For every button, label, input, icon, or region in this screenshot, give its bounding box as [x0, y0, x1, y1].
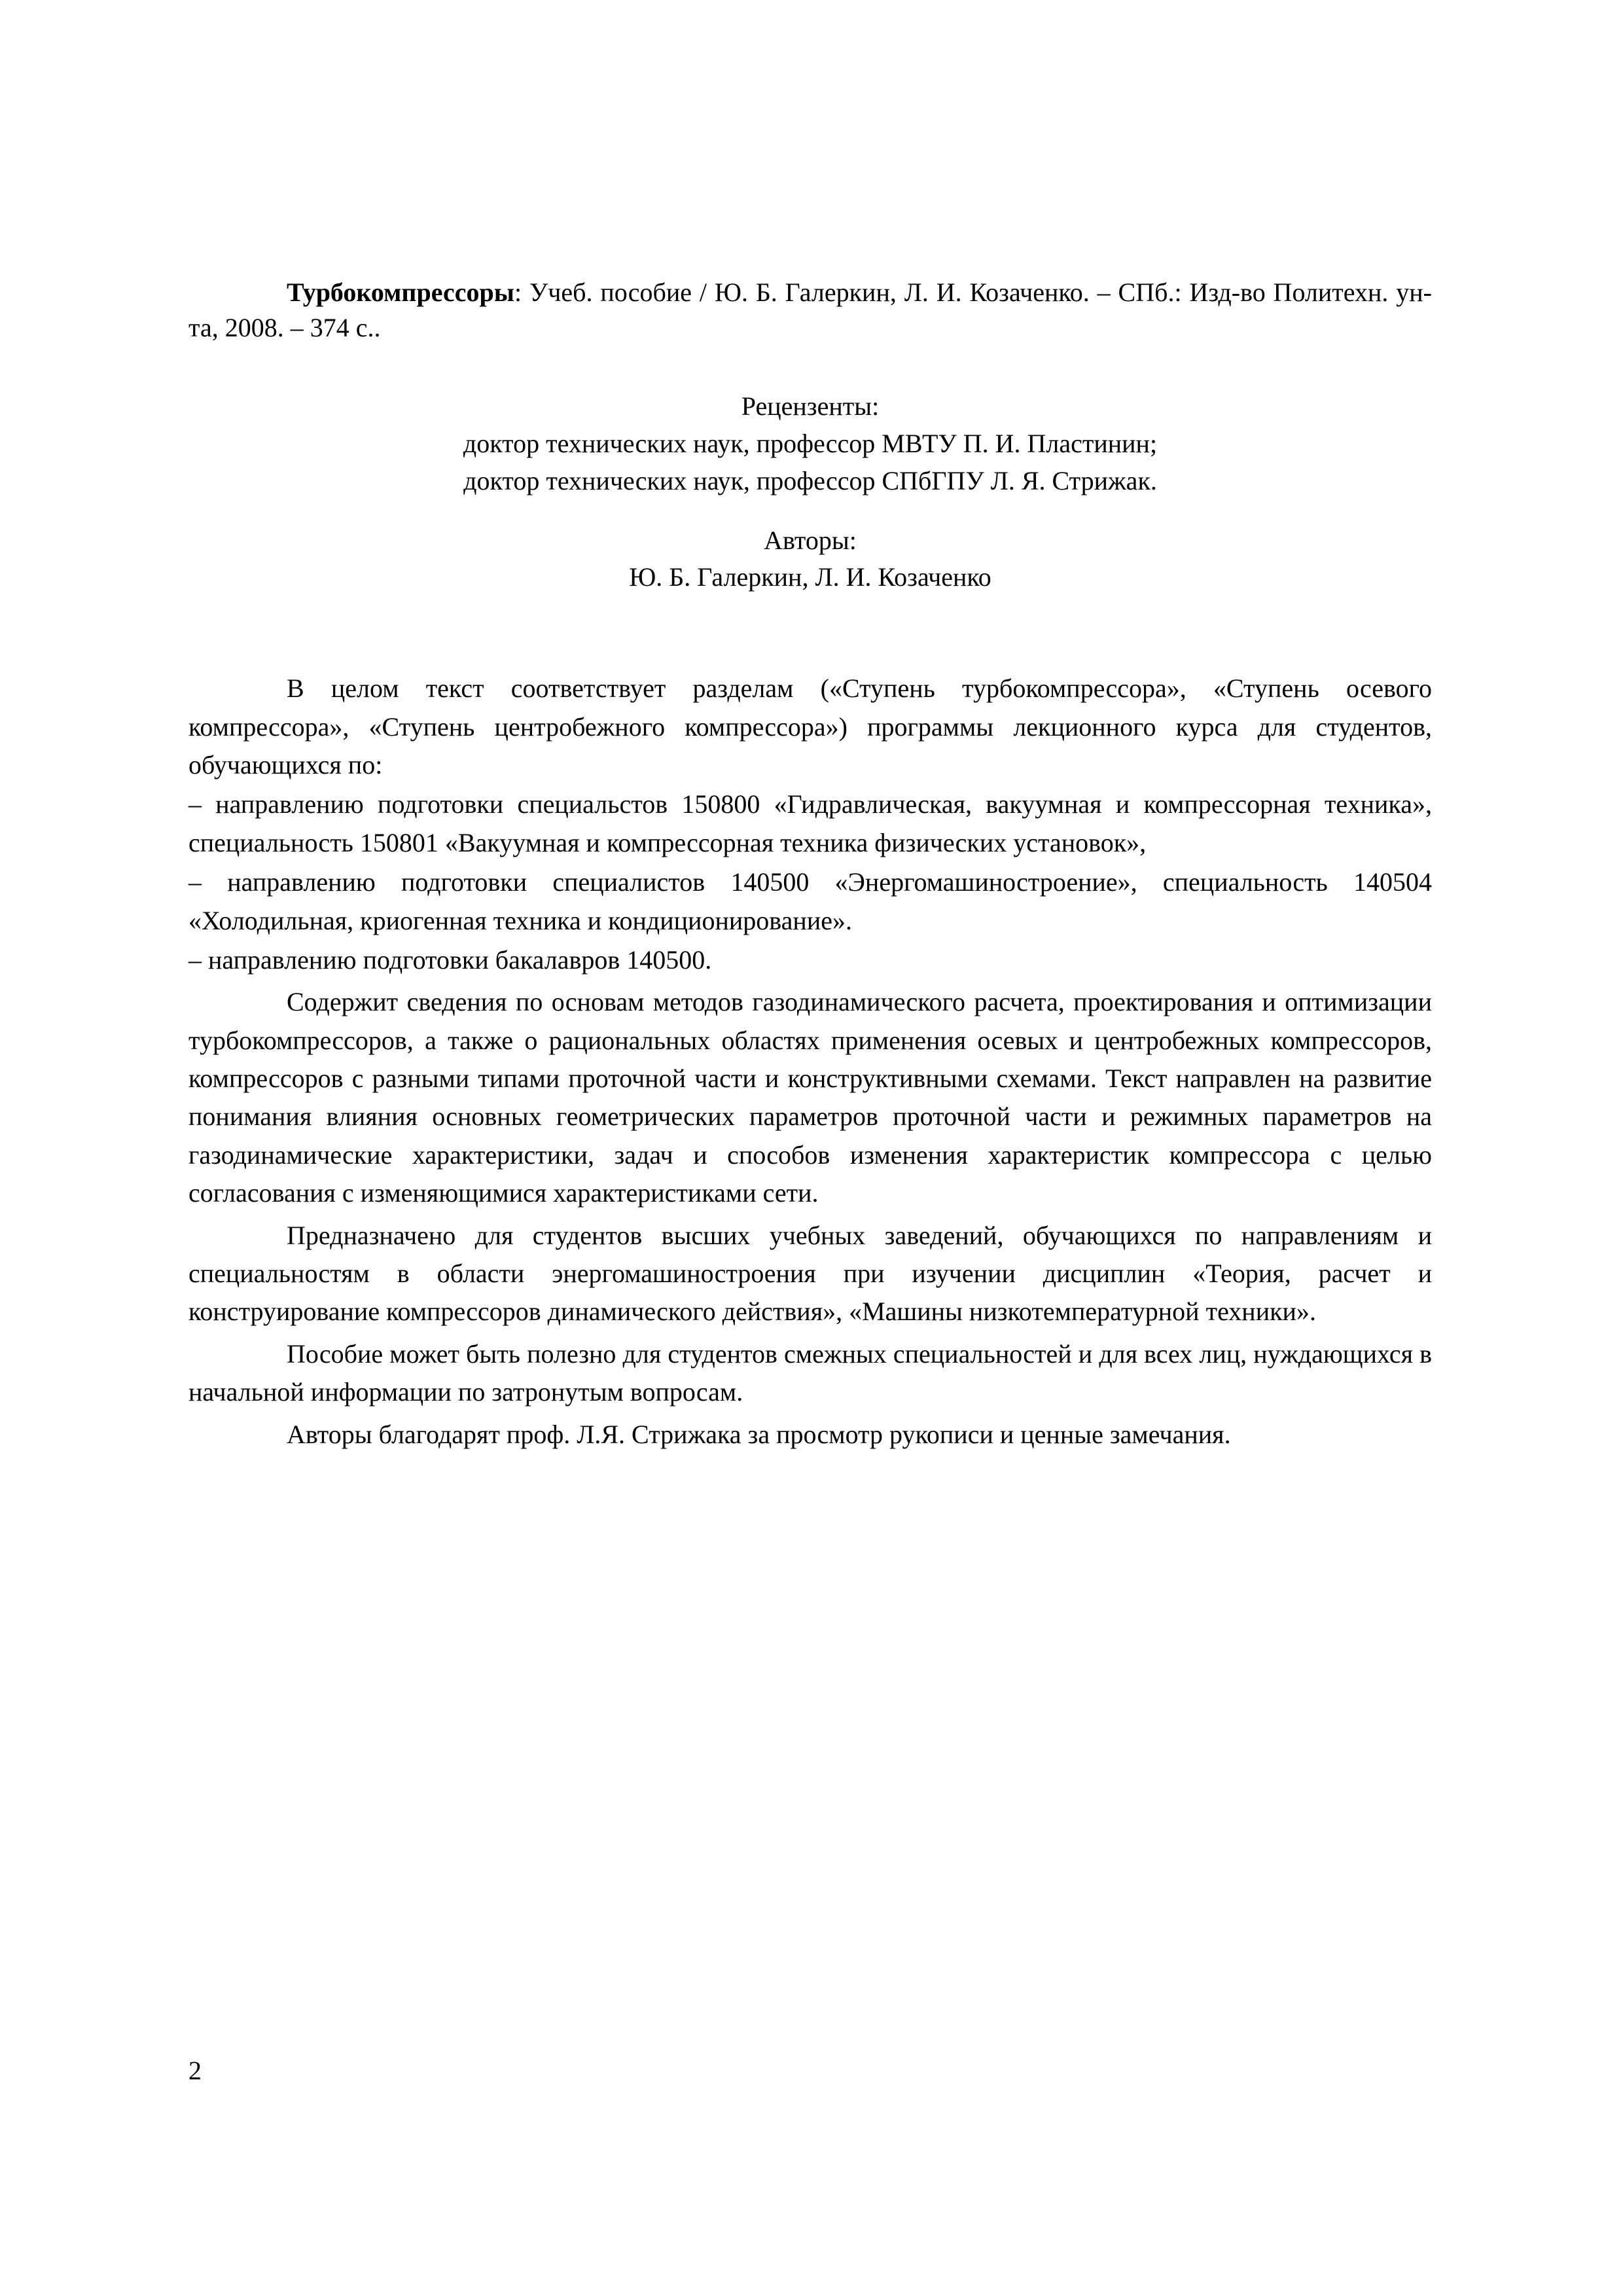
- paragraph: – направлению подготовки специальстов 150800 «Гидравлическая, вакуумная и компрессорная техника», специальность 150801 «Вакуумная и компрессорная техника физических установок»,: [188, 789, 1432, 857]
- paragraph: Предназначено для студентов высших учебных заведений, обучающихся по направлениям и специальностям в области энергомашиностроения при изучении дисциплин «Теория, расчет и конструирование компрессоров динамического действия», «Машины низкотемпературной техники».: [188, 1220, 1432, 1327]
- book-title: Турбокомпрессоры: [287, 278, 514, 307]
- page-number: 2: [188, 2056, 202, 2085]
- paragraph: Пособие может быть полезно для студентов смежных специальностей и для всех лиц, нуждающихся в начальной информации по затронутым вопросам.: [188, 1338, 1432, 1407]
- reviewers-block: [188, 388, 1432, 596]
- authors-heading: Авторы:: [764, 525, 857, 555]
- paragraph: Содержит сведения по основам методов газодинамического расчета, проектирования и оптимизации турбокомпрессоров, а также о рациональных областях применения осевых и центробежных компрессоров, компрессоров с разными типами проточной части и конструктивными схемами. Текст направлен на развитие понимания влияния основных геометрических параметров проточной части и режимных параметров на газодинамические характеристики, задач и способов изменения характеристик компрессора с целью согласования с изменяющимися характеристиками сети.: [188, 987, 1432, 1208]
- body-text: [188, 670, 1432, 1454]
- reviewer-2: доктор технических наук, профессор СПбГПУ Л. Я. Стрижак.: [463, 465, 1157, 495]
- authors-names: Ю. Б. Галеркин, Л. И. Козаченко: [629, 562, 991, 592]
- page-content: [188, 275, 1432, 1455]
- paragraph: – направлению подготовки специалистов 140500 «Энергомашиностроение», специальность 140504 «Холодильная, криогенная техника и кондиционирование».: [188, 867, 1432, 935]
- reviewer-1: доктор технических наук, профессор МВТУ П. И. Пластинин;: [463, 428, 1158, 458]
- imprint-block: [188, 275, 1432, 345]
- imprint-details: : Учеб. пособие / Ю. Б. Галеркин, Л. И. Козаченко. – СПб.: Изд-во Политехн. ун-та, 2008. – 374 с..: [188, 278, 1432, 342]
- reviewers-heading: Рецензенты:: [741, 391, 880, 422]
- paragraph: В целом текст соответствует разделам («Ступень турбокомпрессора», «Ступень осевого компрессора», «Ступень центробежного компрессора») программы лекционного курса для студентов, обучающихся по:: [188, 673, 1432, 780]
- paragraph: – направлению подготовки бакалавров 140500.: [188, 944, 712, 975]
- paragraph: Авторы благодарят проф. Л.Я. Стрижака за просмотр рукописи и ценные замечания.: [287, 1419, 1231, 1449]
